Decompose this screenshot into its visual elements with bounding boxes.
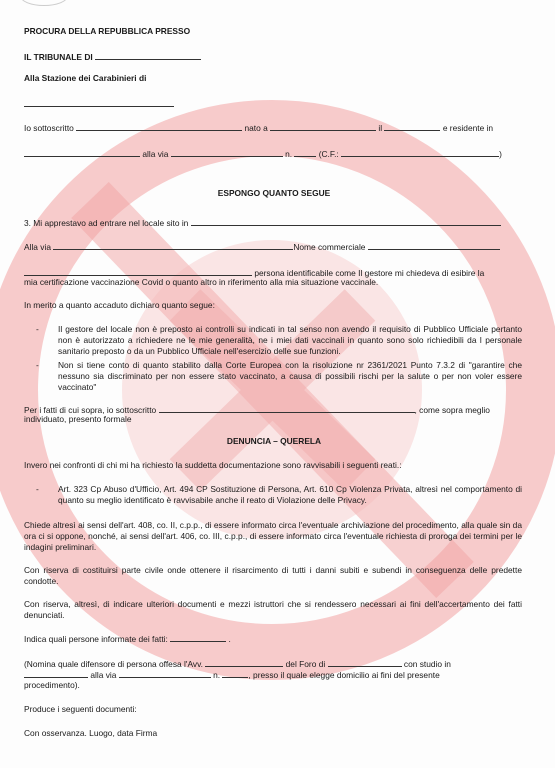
nomina-row-3: procedimento). — [24, 680, 80, 690]
per-i-fatti-row-2: individuato, presento formale — [24, 414, 132, 424]
scan-edge-mark — [20, 0, 68, 6]
header-tribunale-label: IL TRIBUNALE DI — [24, 52, 93, 62]
carabinieri-line — [24, 98, 174, 110]
header-tribunale — [24, 51, 201, 63]
persona-text: persona identificabile come Il gestore mi chiedeva di esibire la — [254, 268, 485, 278]
street-blank[interactable] — [171, 148, 283, 157]
reati-intro: Invero nei confronti di chi mi ha richiesto la suddetta documentazione sono ravvisabili i seguenti reati.: — [24, 460, 402, 470]
avvocato-blank[interactable] — [205, 658, 283, 667]
facts-row-3b: mia certificazione vaccinazione Covid o quanto altro in riferimento alla mia situazione vaccinale. — [24, 277, 379, 287]
nomina-via-blank[interactable] — [119, 669, 211, 678]
identity-row-1 — [24, 122, 493, 134]
domicilio-text: , presso il quale elegge domicilio ai fini del presente — [248, 670, 440, 680]
birthdate-blank[interactable] — [384, 122, 440, 131]
bullet-text: Non si tiene conto di quanto stabilito dalla Corte Europea con la risoluzione nr 2361/2021 Punto 7.3.2 di "garantire che nessuno sia discriminato per non essere stato vaccinato, a causa di possibili rischi per la salute o per non voler essere vaccinato" — [58, 360, 522, 392]
facts-via-blank[interactable] — [53, 241, 293, 250]
closing-signature: Con osservanza. Luogo, data Firma — [24, 728, 158, 738]
nomina-via-label: alla via — [90, 670, 117, 680]
cf-close: ) — [499, 149, 502, 159]
merito-text: In merito a quanto accaduto dichiaro quanto segue: — [24, 300, 215, 310]
header-carabinieri: Alla Stazione dei Carabinieri di — [24, 73, 147, 83]
nomina-row-2 — [24, 669, 440, 681]
city-blank[interactable] — [24, 148, 140, 157]
section-title-espongo: ESPONGO QUANTO SEGUE — [217, 188, 331, 198]
carabinieri-blank[interactable] — [24, 98, 174, 107]
via-label: alla via — [142, 149, 169, 159]
bullet-dash: - — [36, 484, 39, 494]
documenti-prodotti: Produce i seguenti documenti: — [24, 704, 137, 714]
residente-label: e residente in — [442, 123, 494, 133]
number-blank[interactable] — [294, 148, 316, 157]
commercial-name-label: Nome commerciale — [293, 242, 366, 252]
signer-blank[interactable] — [159, 404, 415, 413]
bullet-text: Art. 323 Cp Abuso d'Ufficio, Art. 494 CP Sostituzione di Persona, Art. 610 Cp Violenza Privata, altresì nel comportamento di quanto su meglio identificato è ravvisabile anche il reato di Violazione delle Privacy. — [58, 484, 522, 505]
facts-locale-label: 3. Mi apprestavo ad entrare nel locale sito in — [24, 218, 189, 228]
il-label: il — [378, 123, 383, 133]
bullet-dash: - — [36, 360, 39, 370]
bullet-text: Il gestore del locale non è preposto ai controlli su indicati in tal senso non avendo il requisito di Pubblico Ufficiale pertanto non è autorizzato a richiedere ne le mie generalità, ne i miei dati vaccinali in quanto sono solo richiedibili da l personale sanitario preposto o da un Pubblico Ufficiale nell'esercizio delle sue funzioni. — [58, 324, 522, 356]
per-i-fatti-suffix: , come sopra meglio — [414, 405, 490, 415]
facts-row-1 — [24, 217, 501, 229]
bullet-dash: - — [36, 324, 39, 334]
header-procura: PROCURA DELLA REPUBBLICA PRESSO — [24, 26, 191, 36]
sottoscritto-label: Io sottoscritto — [24, 123, 74, 133]
name-blank[interactable] — [76, 122, 242, 131]
section-title-denuncia: DENUNCIA – QUERELA — [226, 436, 322, 446]
foro-label: del Foro di — [285, 659, 326, 669]
facts-via-label: Alla via — [24, 242, 51, 252]
identity-row-2 — [24, 148, 502, 160]
cf-label: (C.F.: — [318, 149, 339, 159]
person-blank[interactable] — [24, 267, 252, 276]
facts-row-2 — [24, 241, 500, 253]
archiviazione-paragraph: Chiede altresì ai sensi dell'art. 408, co. II, c.p.p., di essere informato circa l'eventuale archiviazione del procedimento, alla quale sin da ora ci si oppone, nonché, ai sensi dell'art. 406, co. III, c.p.p., di essere informato circa l'eventuale richiesta di proroga dei termini per le indagini preliminari. — [24, 520, 522, 552]
persone-informate-blank[interactable] — [170, 633, 226, 642]
nomina-label: (Nomina quale difensore di persona offesa l'Avv. — [24, 659, 203, 669]
birthplace-blank[interactable] — [270, 122, 376, 131]
nato-a-label: nato a — [244, 123, 268, 133]
studio-blank[interactable] — [24, 669, 88, 678]
persone-informate-end: . — [228, 634, 231, 644]
documenti-riserva-paragraph: Con riserva, altresì, di indicare ulteriori documenti e mezzi istruttori che si rendessero necessari ai fini dell'accertamento dei fatti denunciati. — [24, 599, 522, 620]
cf-blank[interactable] — [341, 148, 499, 157]
persone-informate-label: Indica quali persone informate dei fatti: — [24, 634, 168, 644]
per-i-fatti-label: Per i fatti di cui sopra, io sottoscritto — [24, 405, 157, 415]
persone-informate-row — [24, 633, 231, 645]
parte-civile-paragraph: Con riserva di costituirsi parte civile onde ottenere il risarcimento di tutti i danni subiti e subendi in conseguenza delle predette condotte. — [24, 565, 522, 586]
number-label: n. — [285, 149, 293, 159]
nomina-number-label: n. — [213, 670, 221, 680]
tribunale-blank[interactable] — [95, 51, 201, 60]
commercial-name-blank[interactable] — [368, 241, 500, 250]
nomina-number-blank[interactable] — [222, 669, 248, 678]
foro-blank[interactable] — [328, 658, 402, 667]
studio-label: con studio in — [403, 659, 451, 669]
locale-blank[interactable] — [191, 217, 501, 226]
